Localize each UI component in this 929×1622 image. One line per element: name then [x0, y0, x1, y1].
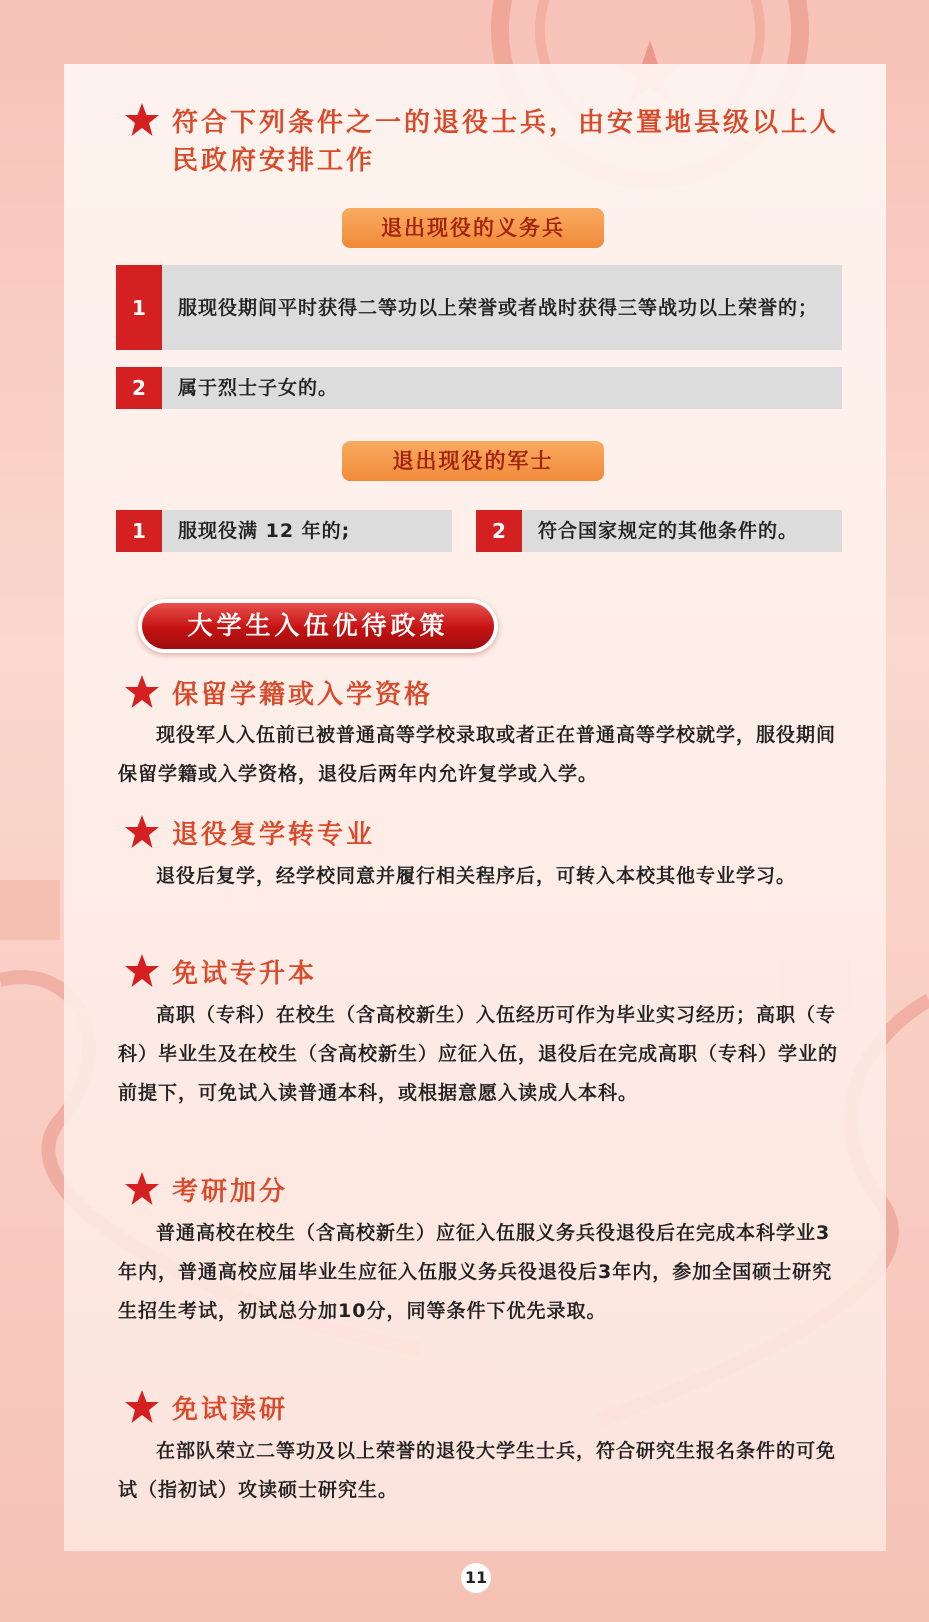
item-text: 服现役期间平时获得二等功以上荣誉或者战时获得三等战功以上荣誉的；: [178, 296, 819, 319]
item-number: 2: [476, 510, 522, 552]
star-icon: [124, 1389, 160, 1425]
group-title-conscripts: 退出现役的义务兵: [342, 208, 604, 248]
star-icon: [124, 674, 160, 710]
item-text: 属于烈士子女的。: [178, 377, 339, 399]
list-item: [116, 367, 842, 409]
item-number: 2: [116, 367, 162, 409]
page-number: 11: [461, 1563, 491, 1593]
item-number: 1: [116, 510, 162, 552]
star-icon: [124, 814, 160, 850]
section-heading-text: 符合下列条件之一的退役士兵，由安置地县级以上人民政府安排工作: [172, 108, 840, 176]
policy-heading: [124, 816, 375, 854]
policy-heading: [124, 1391, 288, 1429]
list-item: [116, 510, 452, 552]
item-text: 服现役满 12 年的;: [178, 520, 351, 542]
policy-text: 现役军人入伍前已被普通高等学校录取或者正在普通高等学校就学，服役期间保留学籍或入学资格，退役后两年内允许复学或入学。: [118, 724, 837, 785]
section-banner: 大学生入伍优待政策: [142, 603, 494, 649]
item-text: 符合国家规定的其他条件的。: [538, 520, 799, 542]
policy-heading-text: 免试读研: [172, 1395, 289, 1425]
policy-text: 高职（专科）在校生（含高校新生）入伍经历可作为毕业实习经历；高职（专科）毕业生及在校生（含高校新生）应征入伍，退役后在完成高职（专科）学业的前提下，可免试入读普通本科，或根据意愿入读成人本科。: [118, 1004, 839, 1104]
list-item: [476, 510, 842, 552]
item-number: 1: [116, 265, 162, 350]
policy-text: 普通高校在校生（含高校新生）应征入伍服义务兵役退役后在完成本科学业3年内，普通高校应届毕业生应征入伍服义务兵役退役后3年内，参加全国硕士研究生招生考试，初试总分加10分，同等条件下优先录取。: [118, 1222, 833, 1322]
policy-heading-text: 免试专升本: [172, 959, 318, 989]
policy-heading: [124, 955, 317, 993]
star-icon: [124, 1171, 160, 1207]
policy-heading: [124, 676, 433, 714]
star-icon: [124, 102, 160, 138]
policy-heading-text: 考研加分: [172, 1177, 289, 1207]
policy-heading: [124, 1173, 288, 1211]
list-item: [116, 265, 842, 350]
policy-heading-text: 保留学籍或入学资格: [172, 680, 434, 710]
policy-text: 在部队荣立二等功及以上荣誉的退役大学生士兵，符合研究生报名条件的可免试（指初试）攻读硕士研究生。: [118, 1440, 837, 1501]
star-icon: [124, 953, 160, 989]
group-title-nco: 退出现役的军士: [342, 441, 604, 481]
policy-heading-text: 退役复学转专业: [172, 820, 376, 850]
policy-text: 退役后复学，经学校同意并履行相关程序后，可转入本校其他专业学习。: [156, 865, 797, 887]
section-heading-resettlement: [124, 104, 854, 180]
